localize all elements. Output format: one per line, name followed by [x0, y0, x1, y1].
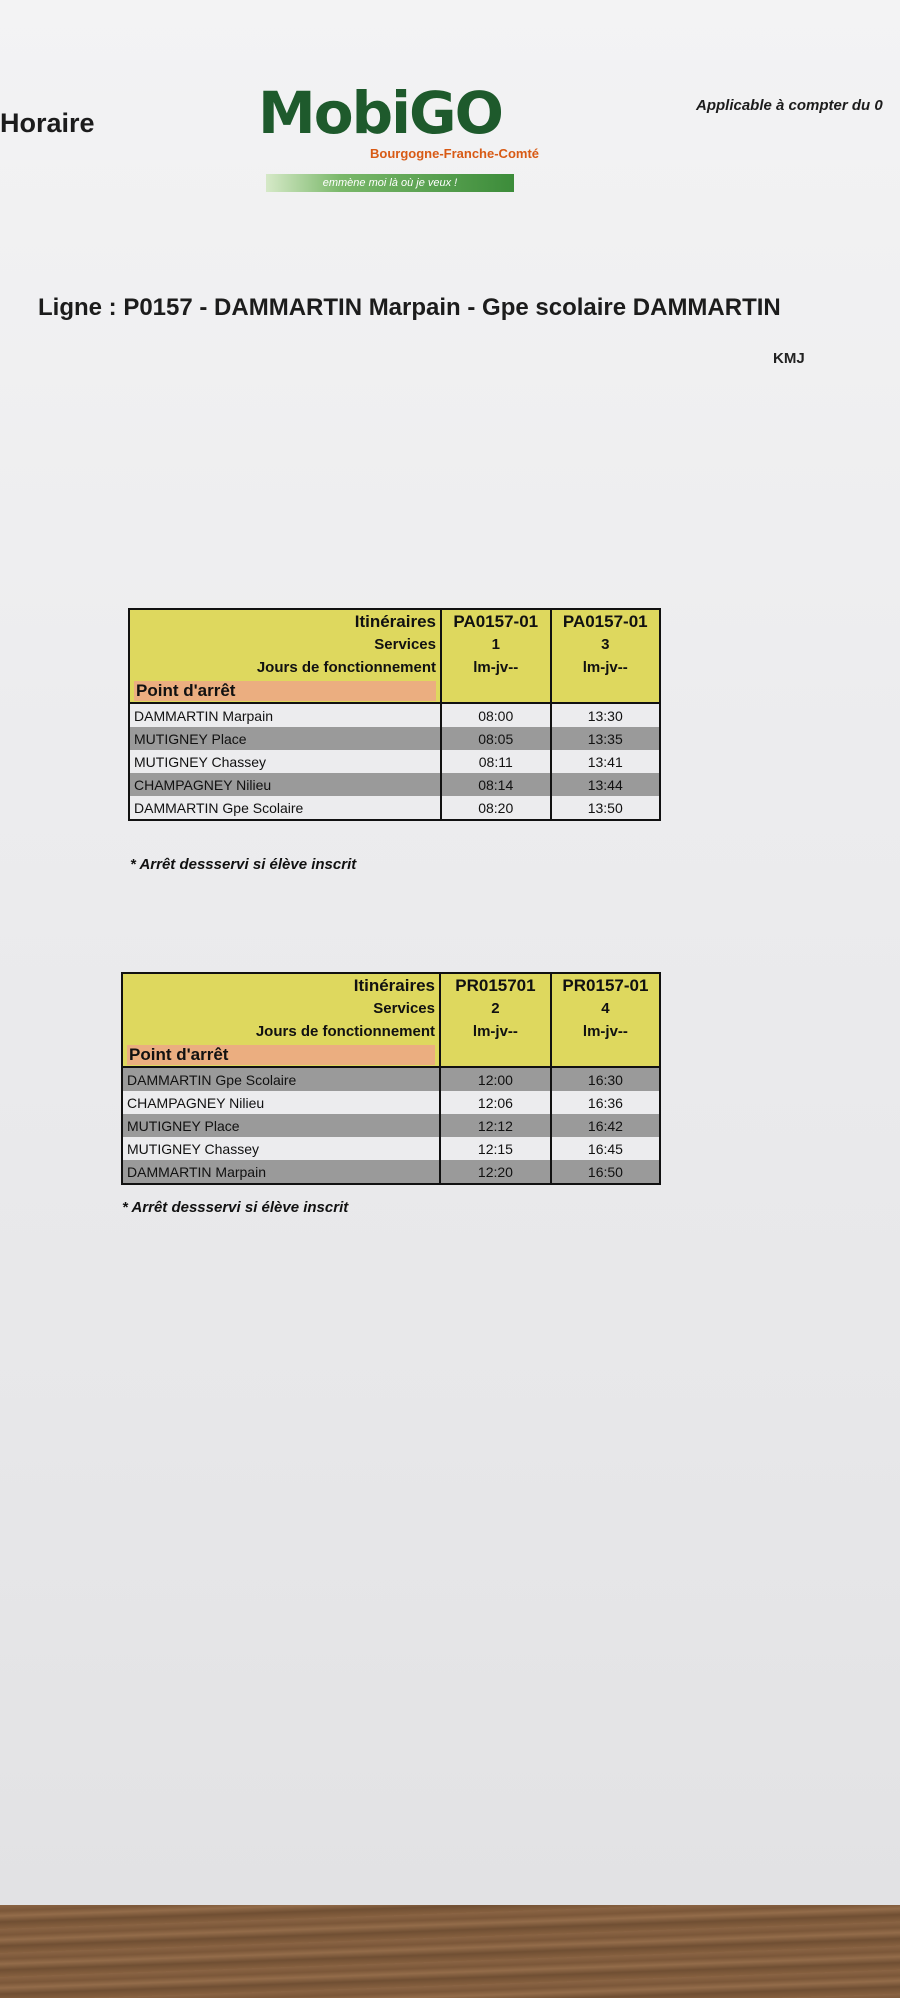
validity-date: Applicable à compter du 0 — [696, 97, 883, 114]
stop-name: MUTIGNEY Place — [122, 1114, 440, 1137]
point-arret-label: Point d'arrêt — [134, 681, 436, 701]
jours-label: Jours de fonctionnement — [122, 1020, 440, 1043]
table-row — [129, 796, 660, 820]
stop-name: CHAMPAGNEY Nilieu — [129, 773, 441, 796]
itineraire-col-2: PR0157-01 — [551, 973, 660, 997]
table-row — [129, 773, 660, 796]
line-code: KMJ — [773, 350, 805, 367]
table-row — [122, 1067, 660, 1091]
jours-col-2: lm-jv-- — [551, 656, 661, 679]
stop-name: MUTIGNEY Chassey — [122, 1137, 440, 1160]
itineraire-col-2: PA0157-01 — [551, 609, 661, 633]
table-row — [129, 727, 660, 750]
stop-name: MUTIGNEY Chassey — [129, 750, 441, 773]
stop-time: 16:42 — [551, 1114, 660, 1137]
itineraires-label: Itinéraires — [129, 609, 441, 633]
stop-time: 16:50 — [551, 1160, 660, 1184]
stop-time: 13:41 — [551, 750, 661, 773]
stop-name: MUTIGNEY Place — [129, 727, 441, 750]
services-label: Services — [129, 633, 441, 656]
table-row — [122, 1160, 660, 1184]
stop-time: 08:05 — [441, 727, 551, 750]
stop-time: 13:30 — [551, 703, 661, 727]
jours-col-1: lm-jv-- — [441, 656, 551, 679]
stop-time: 16:36 — [551, 1091, 660, 1114]
header-row-services — [129, 633, 660, 656]
stop-name: DAMMARTIN Gpe Scolaire — [122, 1067, 440, 1091]
stop-time: 12:15 — [440, 1137, 551, 1160]
logo-tagline: emmène moi là où je veux ! — [266, 174, 514, 192]
header-row-itineraires — [122, 973, 660, 997]
table-row — [122, 1137, 660, 1160]
service-col-1: 2 — [440, 997, 551, 1020]
timetable-outbound — [128, 608, 661, 821]
header-row-point-arret — [129, 679, 660, 703]
itineraires-label: Itinéraires — [122, 973, 440, 997]
header-row-jours — [129, 656, 660, 679]
stop-time: 13:44 — [551, 773, 661, 796]
stop-name: DAMMARTIN Marpain — [122, 1160, 440, 1184]
itineraire-col-1: PA0157-01 — [441, 609, 551, 633]
stop-time: 16:30 — [551, 1067, 660, 1091]
service-col-2: 4 — [551, 997, 660, 1020]
services-label: Services — [122, 997, 440, 1020]
header-row-itineraires — [129, 609, 660, 633]
timetable-return — [121, 972, 661, 1185]
logo-region: Bourgogne-Franche-Comté — [370, 146, 539, 161]
header-row-services — [122, 997, 660, 1020]
line-title: Ligne : P0157 - DAMMARTIN Marpain - Gpe scolaire DAMMARTIN — [38, 294, 781, 321]
stop-name: CHAMPAGNEY Nilieu — [122, 1091, 440, 1114]
stop-time: 08:00 — [441, 703, 551, 727]
stop-name: DAMMARTIN Marpain — [129, 703, 441, 727]
itineraire-col-1: PR015701 — [440, 973, 551, 997]
wooden-table-surface — [0, 1905, 900, 1998]
footnote-return: * Arrêt dessservi si élève inscrit — [122, 1199, 349, 1216]
logo-wordmark: MobiGO — [258, 79, 502, 147]
service-col-1: 1 — [441, 633, 551, 656]
stop-time: 12:20 — [440, 1160, 551, 1184]
stop-time: 16:45 — [551, 1137, 660, 1160]
horaire-heading: Horaire — [0, 108, 95, 138]
stop-time: 08:11 — [441, 750, 551, 773]
table-row — [122, 1091, 660, 1114]
table-row — [129, 703, 660, 727]
stop-time: 13:50 — [551, 796, 661, 820]
point-arret-label: Point d'arrêt — [127, 1045, 435, 1065]
stop-time: 08:20 — [441, 796, 551, 820]
stop-time: 13:35 — [551, 727, 661, 750]
mobigo-logo — [258, 79, 558, 202]
stop-name: DAMMARTIN Gpe Scolaire — [129, 796, 441, 820]
stop-time: 12:06 — [440, 1091, 551, 1114]
table-row — [122, 1114, 660, 1137]
stop-time: 12:12 — [440, 1114, 551, 1137]
service-col-2: 3 — [551, 633, 661, 656]
header-row-point-arret — [122, 1043, 660, 1067]
stop-time: 08:14 — [441, 773, 551, 796]
table-row — [129, 750, 660, 773]
jours-col-2: lm-jv-- — [551, 1020, 660, 1043]
jours-col-1: lm-jv-- — [440, 1020, 551, 1043]
header-row-jours — [122, 1020, 660, 1043]
jours-label: Jours de fonctionnement — [129, 656, 441, 679]
stop-time: 12:00 — [440, 1067, 551, 1091]
footnote-outbound: * Arrêt dessservi si élève inscrit — [130, 856, 357, 873]
